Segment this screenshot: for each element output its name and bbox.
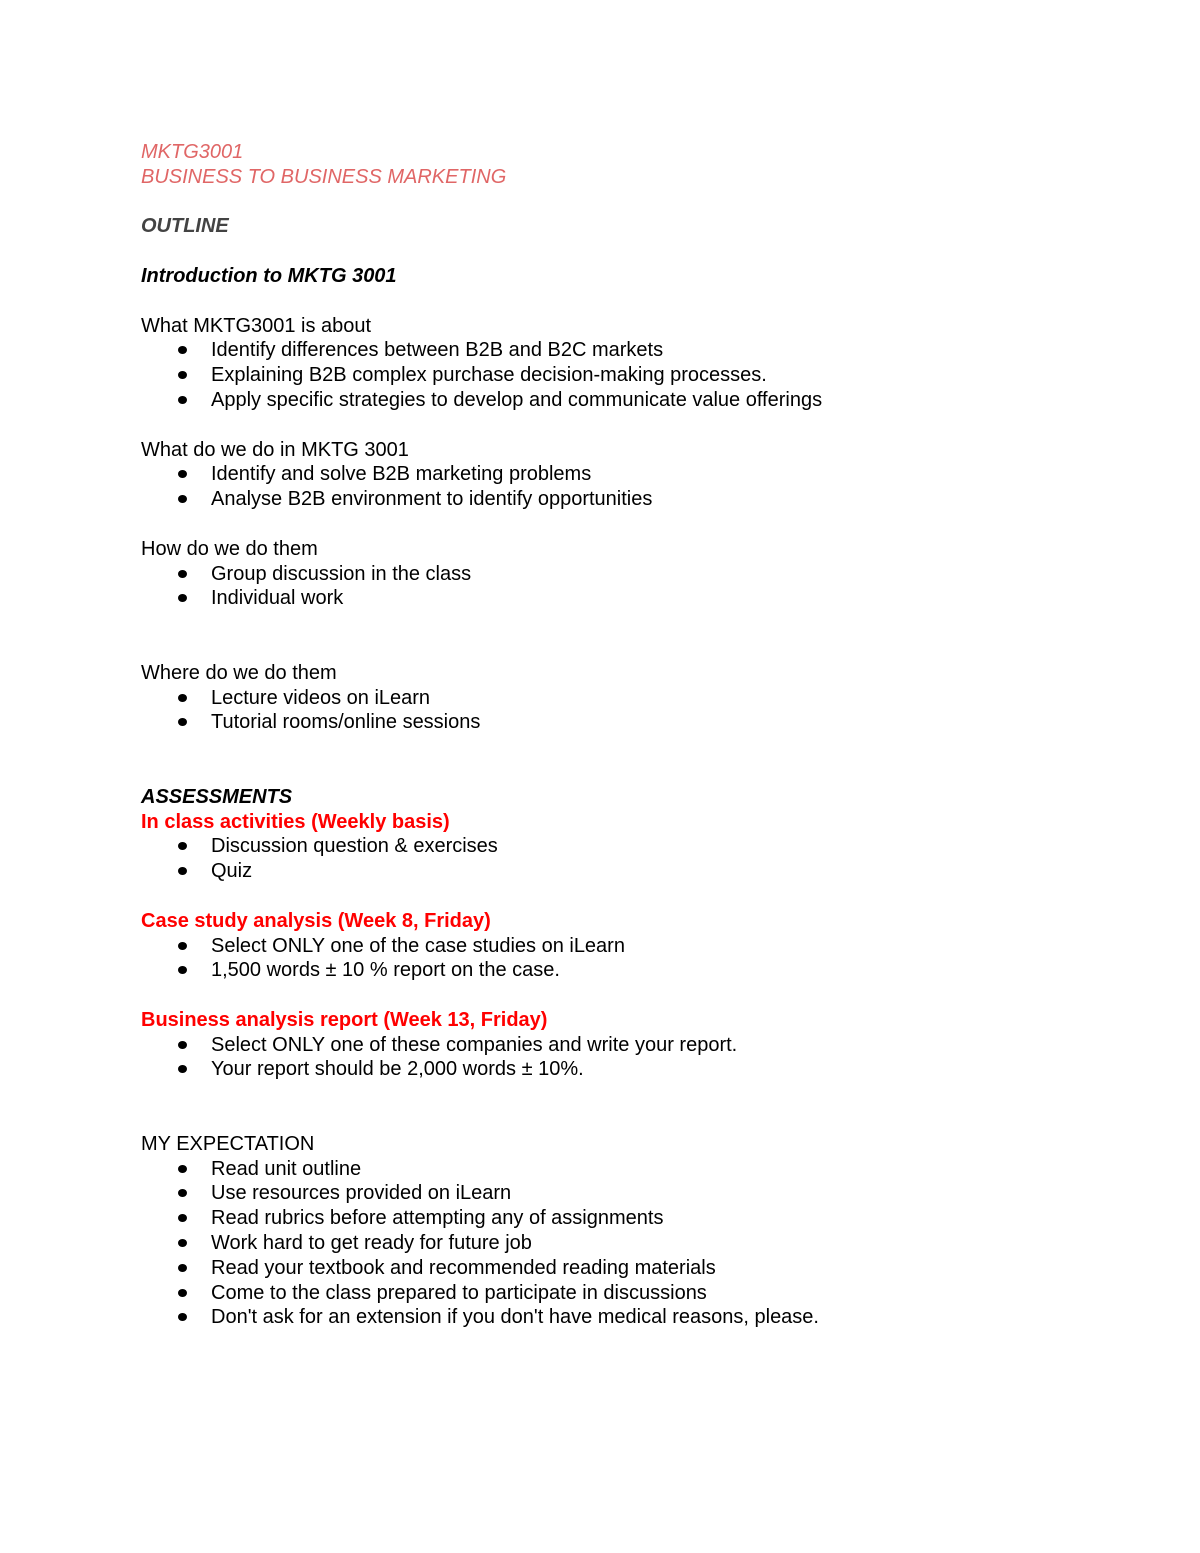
list-item: Read rubrics before attempting any of assignments [141,1206,1121,1231]
section-where-heading: Where do we do them [141,661,337,684]
assessment-inclass-list [141,834,1121,884]
bullet-icon [178,371,187,379]
bullet-icon [178,1264,187,1272]
assessment-business-heading: Business analysis report (Week 13, Friday) [141,1008,548,1031]
section-about-heading: What MKTG3001 is about [141,314,372,337]
section-what-heading: What do we do in MKTG 3001 [141,438,409,461]
list-item: Select ONLY one of the case studies on iLearn [141,934,1121,959]
list-item: Explaining B2B complex purchase decision-making processes. [141,363,1121,388]
list-item: Quiz [141,859,1121,884]
list-item: Come to the class prepared to participate in discussions [141,1281,1121,1306]
bullet-icon [178,570,187,578]
bullet-icon [178,346,187,354]
expectation-list [141,1157,1121,1331]
bullet-icon [178,396,187,404]
bullet-icon [178,1239,187,1247]
bullet-icon [178,718,187,726]
section-how-heading: How do we do them [141,537,318,560]
bullet-icon [178,842,187,850]
list-item: Don't ask for an extension if you don't have medical reasons, please. [141,1305,1121,1330]
bullet-icon [178,470,187,478]
list-item: 1,500 words ± 10 % report on the case. [141,958,1121,983]
assessment-inclass-heading: In class activities (Weekly basis) [141,810,450,833]
assessment-business-list [141,1033,1121,1083]
bullet-icon [178,1214,187,1222]
bullet-icon [178,1289,187,1297]
bullet-icon [178,495,187,503]
list-item: Apply specific strategies to develop and communicate value offerings [141,388,1121,413]
bullet-icon [178,966,187,974]
list-item: Identify differences between B2B and B2C markets [141,338,1121,363]
course-code: MKTG3001 [141,141,244,163]
list-item: Analyse B2B environment to identify opportunities [141,487,1121,512]
assessments-heading: ASSESSMENTS [141,785,293,808]
list-item: Individual work [141,586,1121,611]
bullet-icon [178,694,187,702]
bullet-icon [178,867,187,875]
expectation-heading: MY EXPECTATION [141,1132,315,1155]
list-item: Group discussion in the class [141,562,1121,587]
list-item: Tutorial rooms/online sessions [141,710,1121,735]
bullet-icon [178,1165,187,1173]
intro-heading: Introduction to MKTG 3001 [141,264,397,287]
section-how-list [141,562,1121,612]
assessment-case-list [141,934,1121,984]
list-item: Read your textbook and recommended reading materials [141,1256,1121,1281]
assessment-case-heading: Case study analysis (Week 8, Friday) [141,909,491,932]
section-what-list [141,462,1121,512]
list-item: Work hard to get ready for future job [141,1231,1121,1256]
bullet-icon [178,1189,187,1197]
bullet-icon [178,1313,187,1321]
section-where-list [141,686,1121,736]
list-item: Your report should be 2,000 words ± 10%. [141,1057,1121,1082]
list-item: Read unit outline [141,1157,1121,1182]
list-item: Discussion question & exercises [141,834,1121,859]
list-item: Select ONLY one of these companies and write your report. [141,1033,1121,1058]
list-item: Use resources provided on iLearn [141,1181,1121,1206]
bullet-icon [178,942,187,950]
bullet-icon [178,1065,187,1073]
section-about-list [141,338,1121,412]
course-title: BUSINESS TO BUSINESS MARKETING [141,165,507,188]
list-item: Lecture videos on iLearn [141,686,1121,711]
document-page [141,140,1121,1330]
bullet-icon [178,1041,187,1049]
outline-heading: OUTLINE [141,215,229,238]
list-item: Identify and solve B2B marketing problems [141,462,1121,487]
bullet-icon [178,594,187,602]
